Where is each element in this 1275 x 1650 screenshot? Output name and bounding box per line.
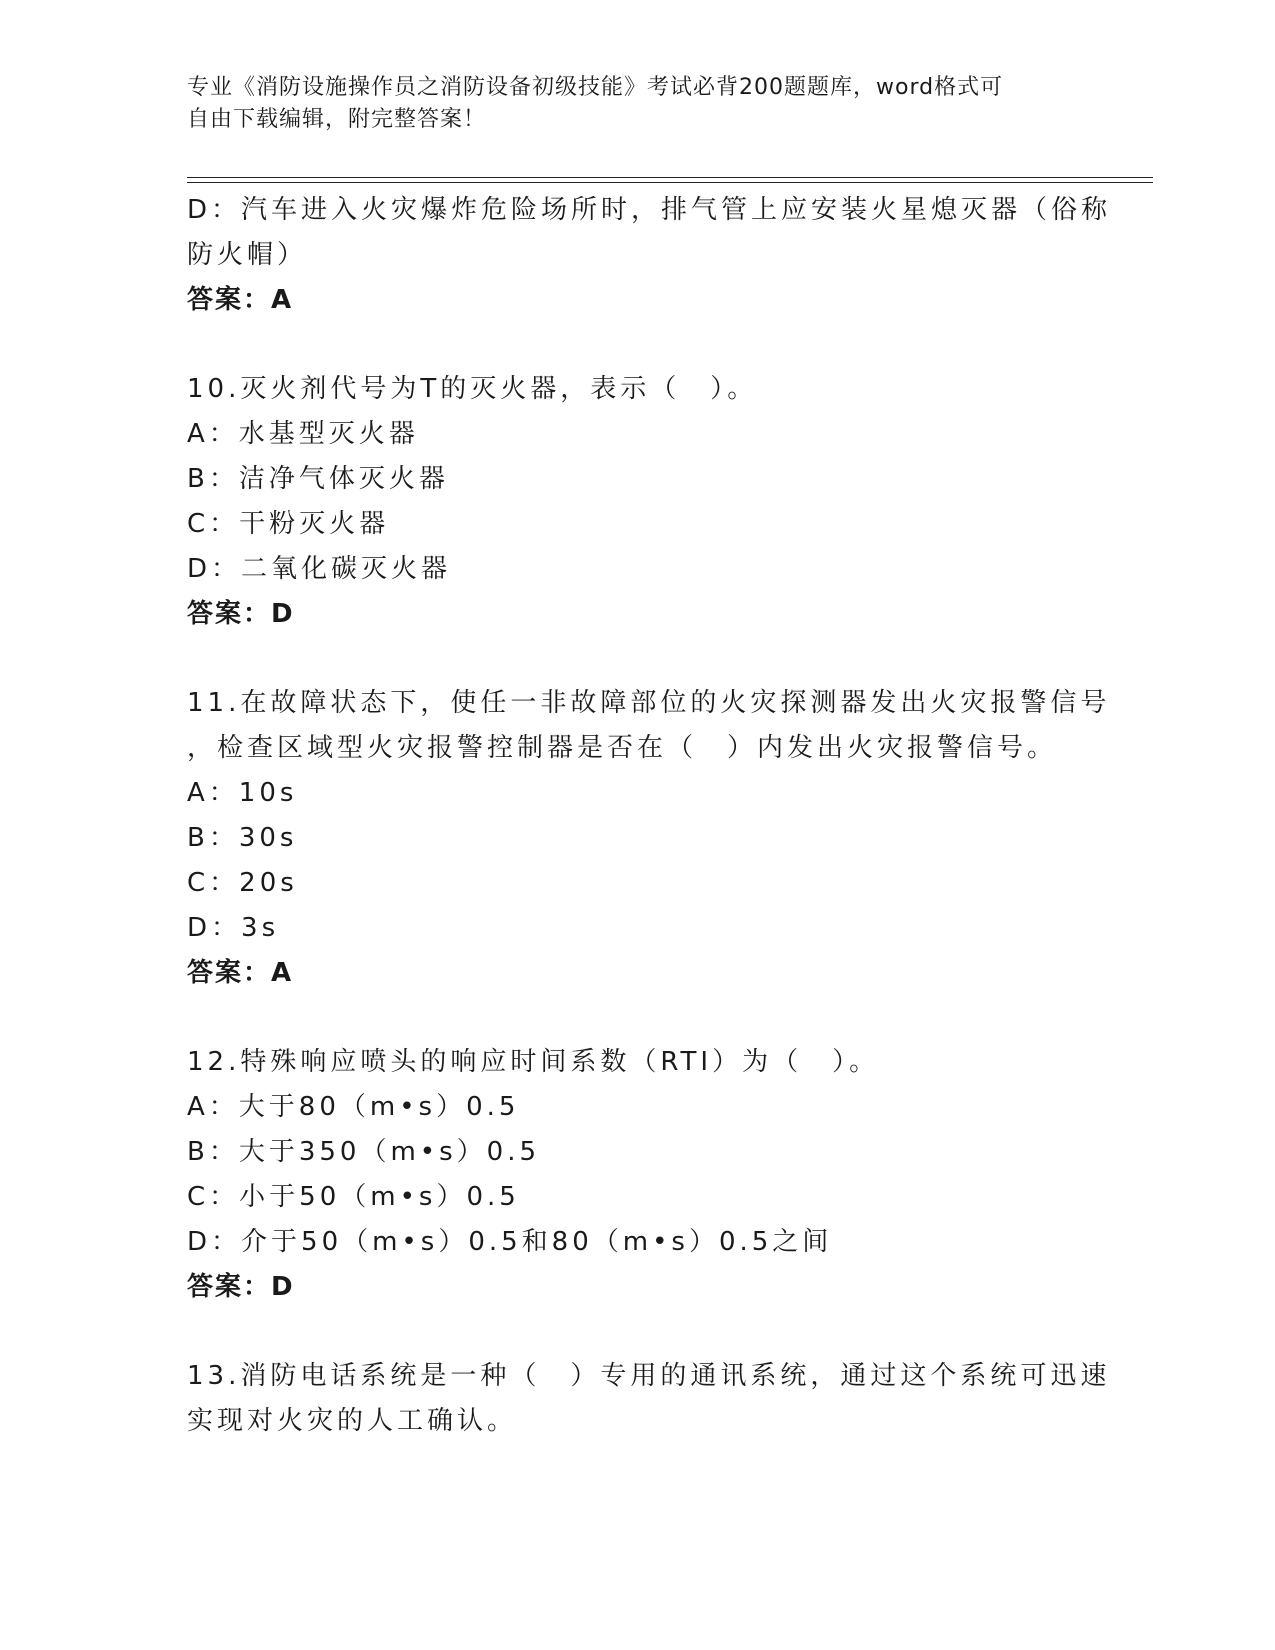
- q11-option-c: C：20s: [187, 868, 298, 898]
- q13-stem-line-1: 13.消防电话系统是一种（ ）专用的通讯系统，通过这个系统可迅速: [187, 1361, 1111, 1391]
- question-10: [187, 367, 1087, 637]
- q10-option-a: A：水基型灭火器: [187, 419, 419, 449]
- q12-option-b: B：大于350（m•s）0.5: [187, 1137, 541, 1167]
- header-title-line-2: 自由下载编辑，附完整答案！: [187, 107, 487, 132]
- document-header: [187, 72, 1087, 136]
- q12-option-a: A：大于80（m•s）0.5: [187, 1092, 520, 1122]
- header-divider-top: [187, 177, 1153, 178]
- q10-option-d: D：二氧化碳灭火器: [187, 554, 452, 584]
- q11-stem-line-1: 11.在故障状态下，使任一非故障部位的火灾探测器发出火灾报警信号: [187, 688, 1111, 718]
- q11-stem-line-2: ，检查区域型火灾报警控制器是否在（ ）内发出火灾报警信号。: [187, 733, 1058, 763]
- document-body: [187, 188, 1112, 1444]
- q12-option-d: D：介于50（m•s）0.5和80（m•s）0.5之间: [187, 1227, 833, 1257]
- q12-option-c: C：小于50（m•s）0.5: [187, 1182, 520, 1212]
- header-title-line-1: 专业《消防设施操作员之消防设备初级技能》考试必背200题题库，word格式可: [187, 75, 1004, 100]
- q11-answer: 答案：A: [187, 958, 294, 988]
- header-divider-bottom: [187, 182, 1153, 183]
- question-13: [187, 1354, 1111, 1444]
- q11-option-b: B：30s: [187, 823, 298, 853]
- q12-stem: 12.特殊响应喷头的响应时间系数（RTI）为（ ）。: [187, 1047, 880, 1077]
- q10-stem: 10.灭火剂代号为T的灭火器，表示（ ）。: [187, 374, 758, 404]
- q13-stem-line-2: 实现对火灾的人工确认。: [187, 1406, 518, 1436]
- q9-option-d-line-2: 防火帽）: [187, 240, 308, 270]
- q9-option-d-line-1: D：汽车进入火灾爆炸危险场所时，排气管上应安装火星熄灭器（俗称: [187, 195, 1112, 225]
- q9-answer: 答案：A: [187, 285, 294, 315]
- question-9-tail: [187, 188, 1112, 323]
- q10-option-c: C：干粉灭火器: [187, 509, 390, 539]
- question-11: [187, 681, 1111, 996]
- q10-answer: 答案：D: [187, 599, 295, 629]
- question-12: [187, 1040, 1087, 1310]
- q12-answer: 答案：D: [187, 1272, 295, 1302]
- q11-option-a: A：10s: [187, 778, 298, 808]
- q10-option-b: B：洁净气体灭火器: [187, 464, 449, 494]
- q11-option-d: D：3s: [187, 913, 280, 943]
